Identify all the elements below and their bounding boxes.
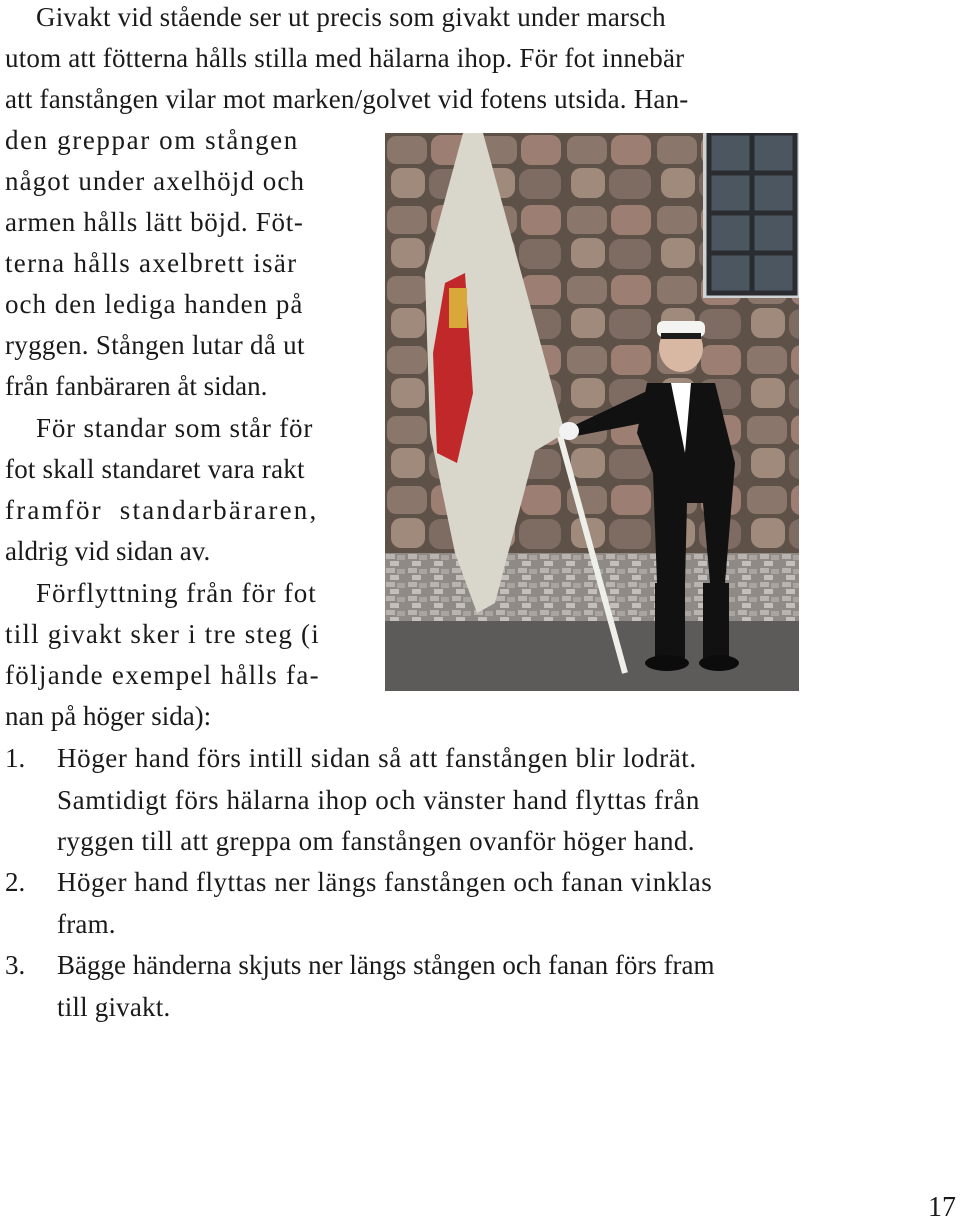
side-line-9: fot skall standaret vara rakt <box>5 454 305 484</box>
side-line-4: terna hålls axelbrett isär <box>5 248 298 278</box>
side-line-5: och den lediga handen på <box>5 289 304 319</box>
side-line-7: från fanbäraren åt sidan. <box>5 371 268 401</box>
step-line: Samtidigt förs hälarna ihop och vänster hand flyttas från <box>57 785 701 815</box>
intro-line-3: att fanstången vilar mot marken/golvet vid fotens utsida. Han- <box>5 84 689 114</box>
step-line: Bägge händerna skjuts ner längs stången och fanan förs fram <box>57 950 715 980</box>
page-number: 17 <box>928 1192 956 1223</box>
side-line-2: något under axelhöjd och <box>5 166 306 196</box>
side-line-11: aldrig vid sidan av. <box>5 536 211 566</box>
side-line-6: ryggen. Stången lutar då ut <box>5 330 305 360</box>
step-number: 3. <box>5 950 26 980</box>
side-line-8: För standar som står för <box>36 413 314 443</box>
side-line-10: framför standarbäraren, <box>5 495 319 525</box>
step-line: ryggen till att greppa om fanstången ovanför höger hand. <box>57 826 695 856</box>
step-line: fram. <box>57 909 116 939</box>
side-line-12: Förflyttning från för fot <box>36 578 317 608</box>
flag-bearer-illustration <box>385 133 799 691</box>
photo-flag-bearer <box>385 133 799 691</box>
side-line-3: armen hålls lätt böjd. Föt- <box>5 207 304 237</box>
side-line-13: till givakt sker i tre steg (i <box>5 619 320 649</box>
intro-line-2: utom att fötterna hålls stilla med hälarna ihop. För fot innebär <box>5 43 685 73</box>
intro-line-1: Givakt vid stående ser ut precis som givakt under marsch <box>36 2 666 32</box>
step-line: till givakt. <box>57 992 171 1022</box>
side-line-14: följande exempel hålls fa- <box>5 660 320 690</box>
side-line-15: nan på höger sida): <box>5 701 212 731</box>
side-line-1: den greppar om stången <box>5 125 299 155</box>
step-line: Höger hand förs intill sidan så att fanstången blir lodrät. <box>57 743 697 773</box>
step-line: Höger hand flyttas ner längs fanstången och fanan vinklas <box>57 867 713 897</box>
step-number: 2. <box>5 867 26 897</box>
step-number: 1. <box>5 743 26 773</box>
